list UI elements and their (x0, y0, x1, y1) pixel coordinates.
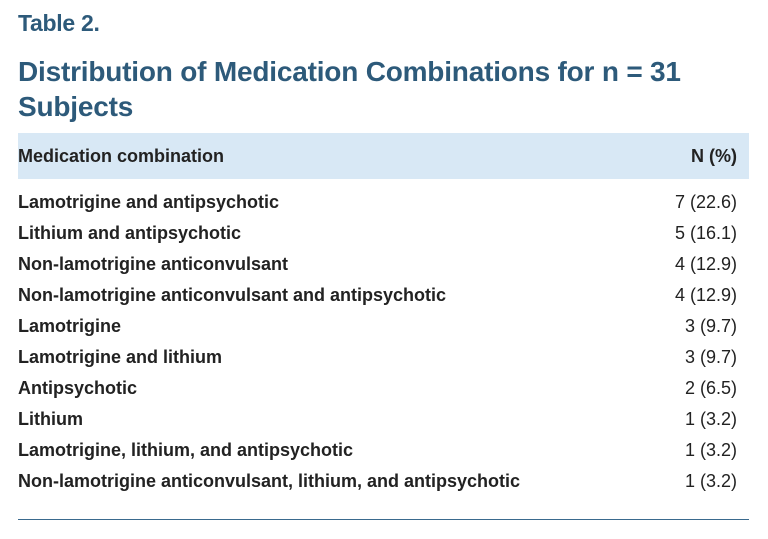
combination-cell: Non-lamotrigine anticonvulsant (18, 254, 289, 274)
table-row (18, 311, 749, 342)
table-row (18, 435, 749, 466)
n-percent-cell: 7 (22.6) (674, 192, 737, 212)
table-header-row (18, 133, 749, 179)
combination-cell: Non-lamotrigine anticonvulsant and antipsychotic (18, 285, 447, 305)
n-percent-cell: 4 (12.9) (674, 254, 737, 274)
combination-cell: Non-lamotrigine anticonvulsant, lithium, and antipsychotic (18, 471, 521, 491)
column-header-n-percent: N (%) (655, 133, 749, 179)
n-percent-cell: 4 (12.9) (674, 285, 737, 305)
combination-cell: Lamotrigine (18, 316, 122, 336)
n-percent-cell: 2 (6.5) (684, 378, 737, 398)
combination-cell: Lithium (18, 409, 83, 429)
table-row (18, 218, 749, 249)
table-bottom-rule (18, 519, 749, 520)
n-percent-cell: 1 (3.2) (684, 409, 737, 429)
combination-cell: Lamotrigine and antipsychotic (18, 192, 280, 212)
column-header-combination: Medication combination (18, 133, 655, 179)
combination-cell: Lamotrigine, lithium, and antipsychotic (18, 440, 354, 460)
table-label: Table 2. (18, 10, 100, 36)
n-percent-cell: 3 (9.7) (684, 316, 737, 336)
table-row (18, 404, 749, 435)
table-row (18, 373, 749, 404)
n-percent-cell: 5 (16.1) (674, 223, 737, 243)
combination-cell: Lithium and antipsychotic (18, 223, 242, 243)
combination-cell: Antipsychotic (18, 378, 138, 398)
n-percent-cell: 1 (3.2) (684, 440, 737, 460)
medication-table (18, 133, 749, 497)
n-percent-cell: 3 (9.7) (684, 347, 737, 367)
combination-cell: Lamotrigine and lithium (18, 347, 223, 367)
table-title: Distribution of Medication Combinations for n = 31 Subjects (18, 56, 681, 122)
table-row (18, 179, 749, 218)
table-row (18, 280, 749, 311)
table-row (18, 342, 749, 373)
table-row (18, 249, 749, 280)
n-percent-cell: 1 (3.2) (684, 471, 737, 491)
table-row (18, 466, 749, 497)
